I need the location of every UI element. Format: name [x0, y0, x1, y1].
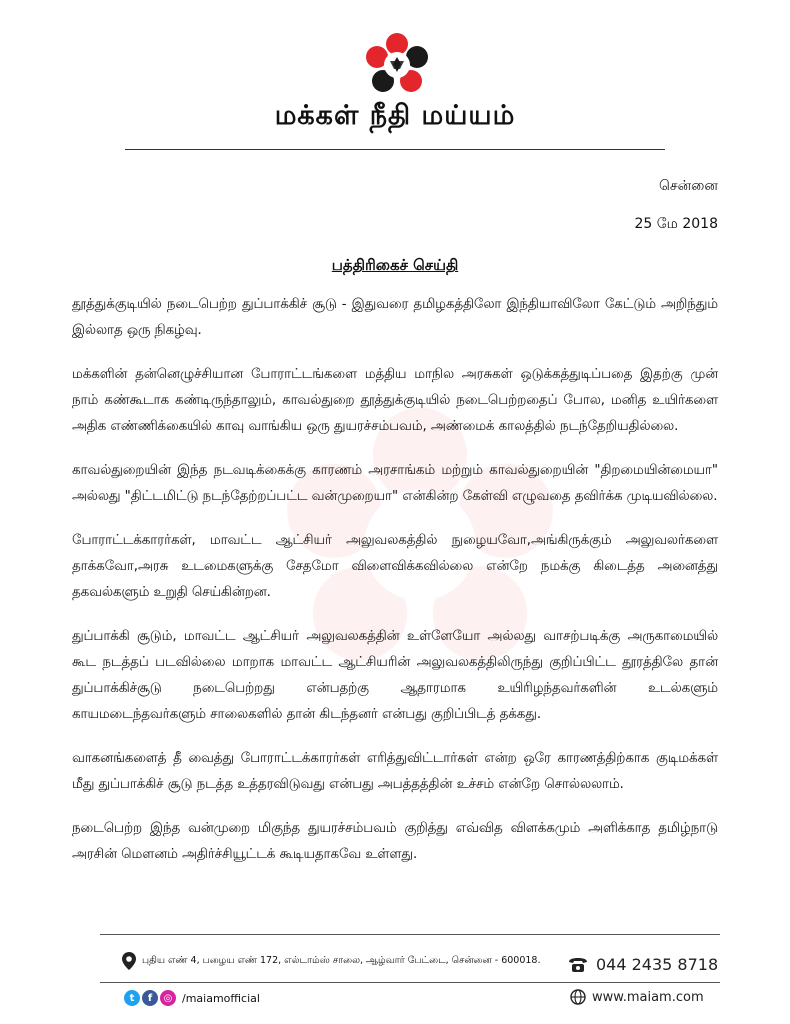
document-body: [72, 292, 718, 886]
globe-icon: [570, 989, 586, 1005]
header-divider: [125, 149, 665, 150]
party-logo-icon: [362, 30, 432, 100]
address-text: புதிய எண் 4, பழைய எண் 172, எல்டாம்ஸ் சாலை, ஆழ்வார் பேட்டை, சென்னை - 600018.: [142, 955, 541, 966]
footer-divider-top: [100, 934, 720, 935]
paragraph: வாகனங்களைத் தீ வைத்து போராட்டக்காரர்கள் எரித்துவிட்டார்கள் என்ற ஒரே காரணத்திற்காக குடிமக்கள் மீது துப்பாக்கிச் சூடு நடத்த உத்தரவிடுவது என்பது அபத்தத்தின் உச்சம் என்றே சொல்லலாம்.: [72, 751, 718, 792]
instagram-icon[interactable]: ◎: [160, 990, 176, 1006]
social-handle[interactable]: /maiamofficial: [182, 991, 260, 1005]
paragraph: காவல்துறையின் இந்த நடவடிக்கைக்கு காரணம் அரசாங்கம் மற்றும் காவல்துறையின் "திறமையின்மையா" அல்லது "திட்டமிட்டு நடந்தேற்றப்பட்ட வன்முறையா" என்கின்ற கேள்வி எழுவதை தவிர்க்க முடியவில்லை.: [72, 463, 718, 504]
paragraph: போராட்டக்காரர்கள், மாவட்ட ஆட்சியர் அலுவலகத்தில் நுழையவோ,அங்கிருக்கும் அலுவலர்களை தாக்கவோ,அரசு உடமைகளுக்கு சேதமோ விளைவிக்கவில்லை என்றே நமக்கு கிடைத்த அனைத்து தகவல்களும் உறுதி செய்கின்றன.: [72, 533, 718, 600]
footer-address: [122, 952, 541, 970]
paragraph: மக்களின் தன்னெழுச்சியான போராட்டங்களை மத்திய மாநில அரசுகள் ஒடுக்கத்துடிப்பதை இதற்கு முன் நாம் கண்கூடாக கண்டிருந்தாலும், காவல்துறை தூத்துக்குடியில் நடைபெற்றதைப் போல, மனித உயிர்களை அதிக எண்ணிக்கையில் காவு வாங்கிய ஒரு துயரச்சம்பவம், அண்மைக் காலத்தில் நடந்தேறியதில்லை.: [72, 367, 718, 434]
paragraph: துப்பாக்கி சூடும், மாவட்ட ஆட்சியர் அலுவலகத்தின் உள்ளேயோ அல்லது வாசற்படிக்கு அருகாமையில் கூட நடத்தப் படவில்லை மாறாக மாவட்ட ஆட்சியரின் அலுவலகத்திலிருந்து குறிப்பிட்ட தூரத்திலே தான் துப்பாக்கிச்சூடு நடைபெற்றது என்பதற்கு ஆதாரமாக உயிரிழந்தவர்களின் உடல்களும் காயமடைந்தவர்களும் சாலைகளில் தான் கிடந்தனர் என்பது குறிப்பிடத் தக்கது.: [72, 629, 718, 722]
facebook-icon[interactable]: f: [142, 990, 158, 1006]
telephone-icon: [568, 957, 588, 973]
place-line: சென்னை: [658, 178, 718, 194]
footer-phone: [568, 955, 718, 974]
location-pin-icon: [122, 952, 136, 970]
footer-social: [124, 990, 260, 1006]
footer-divider-bottom: [100, 982, 720, 983]
website-link[interactable]: www.maiam.com: [592, 989, 704, 1005]
paragraph: நடைபெற்ற இந்த வன்முறை மிகுந்த துயரச்சம்பவம் குறித்து எவ்வித விளக்கமும் அளிக்காத தமிழ்நாடு அரசின் மௌனம் அதிர்ச்சியூட்டக் கூடியதாகவே உள்ளது.: [72, 821, 718, 862]
document-heading: பத்திரிகைச் செய்தி: [331, 256, 459, 274]
date-line: 25 மே 2018: [634, 216, 718, 232]
twitter-icon[interactable]: t: [124, 990, 140, 1006]
phone-number: 044 2435 8718: [596, 955, 719, 974]
organization-name: மக்கள் நீதி மய்யம்: [274, 100, 516, 131]
paragraph: தூத்துக்குடியில் நடைபெற்ற துப்பாக்கிச் சூடு - இதுவரை தமிழகத்திலோ இந்தியாவிலோ கேட்டும் அறிந்தும் இல்லாத ஒரு நிகழ்வு.: [72, 297, 718, 338]
footer-website: [570, 989, 704, 1005]
